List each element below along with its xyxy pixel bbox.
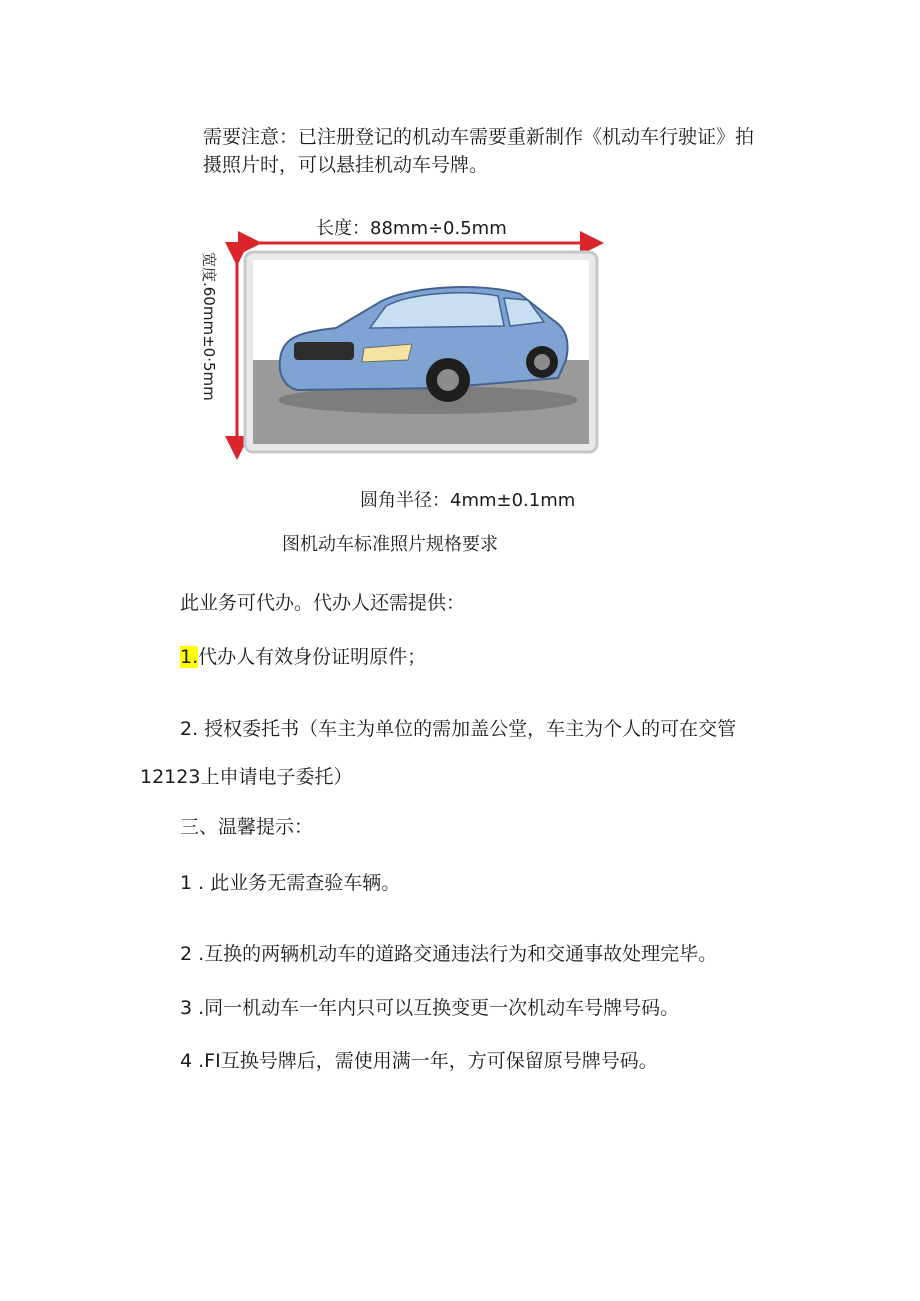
tips-heading: 三、温馨提示： [180,816,314,838]
tip-item-4: 4 .FI互换号牌后，需使用满一年，方可保留原号牌号码。 [180,1050,658,1072]
agent-item-2-line-2: 12123上申请电子委托） [140,766,353,788]
tip-item-1: 1 . 此业务无需查验车辆。 [180,872,401,894]
tip-item-2: 2 .互换的两辆机动车的道路交通违法行为和交通事故处理完毕。 [180,943,718,965]
width-label: 宽度.60mm±0·5mm [200,252,218,401]
corner-radius-label: 圆角半径：4mm±0.1mm [360,490,576,511]
tip-item-3: 3 .同一机动车一年内只可以互换变更一次机动车号牌号码。 [180,997,680,1019]
note-line-2: 摄照片时，可以悬挂机动车号牌。 [203,154,489,176]
agent-item-2-line-1: 2. 授权委托书（车主为单位的需加盖公堂，车主为个人的可在交管 [180,718,737,740]
agent-item-1-number: 1. [180,646,199,668]
figure-caption: 图机动车标准照片规格要求 [282,534,498,555]
agent-intro: 此业务可代办。代办人还需提供： [180,592,466,614]
agent-item-1-text: 代办人有效身份证明原件； [198,646,427,668]
length-label: 长度：88mm÷0.5mm [316,218,507,239]
agent-item-1 [180,644,426,670]
car-photo-spec-figure [198,210,608,460]
note-line-1: 需要注意：已注册登记的机动车需要重新制作《机动车行驶证》拍 [203,126,755,148]
